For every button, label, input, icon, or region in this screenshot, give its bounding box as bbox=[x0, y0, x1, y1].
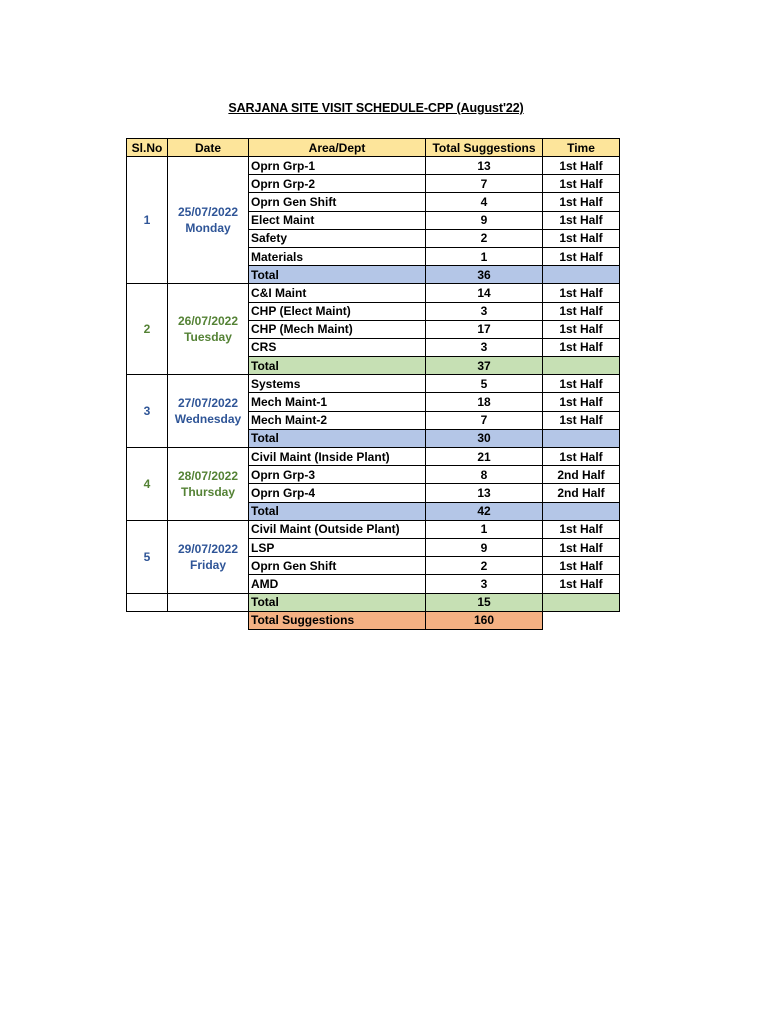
suggestion-count: 1 bbox=[426, 520, 543, 538]
time-cell: 1st Half bbox=[543, 538, 620, 556]
area-cell: Civil Maint (Inside Plant) bbox=[249, 448, 426, 466]
total-value: 15 bbox=[426, 593, 543, 611]
area-cell: Oprn Grp-1 bbox=[249, 157, 426, 175]
header-area: Area/Dept bbox=[249, 139, 426, 157]
area-cell: CHP (Elect Maint) bbox=[249, 302, 426, 320]
time-cell: 1st Half bbox=[543, 302, 620, 320]
group-1-slno: 1 bbox=[127, 157, 168, 284]
group-2-date-cell bbox=[168, 284, 249, 375]
total-label: Total bbox=[249, 357, 426, 375]
area-cell: Systems bbox=[249, 375, 426, 393]
total-time-empty bbox=[543, 502, 620, 520]
time-cell: 1st Half bbox=[543, 175, 620, 193]
total-value: 30 bbox=[426, 429, 543, 447]
total-time-empty bbox=[543, 429, 620, 447]
time-cell: 1st Half bbox=[543, 157, 620, 175]
group-3-date: 27/07/2022 bbox=[177, 396, 239, 411]
empty-cell bbox=[127, 593, 168, 611]
empty-cell bbox=[543, 611, 620, 629]
suggestion-count: 3 bbox=[426, 575, 543, 593]
time-cell: 1st Half bbox=[543, 193, 620, 211]
group-1-date: 25/07/2022 bbox=[177, 205, 239, 220]
time-cell: 1st Half bbox=[543, 320, 620, 338]
time-cell: 1st Half bbox=[543, 375, 620, 393]
page-title: SARJANA SITE VISIT SCHEDULE-CPP (August'22) bbox=[228, 101, 524, 115]
time-cell: 1st Half bbox=[543, 229, 620, 247]
grand-total-label: Total Suggestions bbox=[249, 611, 426, 629]
area-cell: Oprn Gen Shift bbox=[249, 557, 426, 575]
table-row bbox=[127, 375, 620, 393]
time-cell: 2nd Half bbox=[543, 484, 620, 502]
time-cell: 1st Half bbox=[543, 211, 620, 229]
area-cell: C&I Maint bbox=[249, 284, 426, 302]
group-5-slno: 5 bbox=[127, 520, 168, 593]
suggestion-count: 21 bbox=[426, 448, 543, 466]
header-suggestions: Total Suggestions bbox=[426, 139, 543, 157]
group-4-slno: 4 bbox=[127, 448, 168, 521]
area-cell: AMD bbox=[249, 575, 426, 593]
table-row bbox=[127, 157, 620, 175]
suggestion-count: 7 bbox=[426, 175, 543, 193]
time-cell: 1st Half bbox=[543, 338, 620, 356]
group-3-slno: 3 bbox=[127, 375, 168, 448]
table-row bbox=[127, 448, 620, 466]
area-cell: Mech Maint-2 bbox=[249, 411, 426, 429]
suggestion-count: 13 bbox=[426, 157, 543, 175]
group-4-date: 28/07/2022 bbox=[177, 468, 239, 483]
time-cell: 1st Half bbox=[543, 247, 620, 265]
suggestion-count: 1 bbox=[426, 247, 543, 265]
area-cell: Elect Maint bbox=[249, 211, 426, 229]
group-3-day: Wednesday bbox=[174, 412, 242, 427]
group-2-date: 26/07/2022 bbox=[177, 314, 239, 329]
suggestion-count: 14 bbox=[426, 284, 543, 302]
area-cell: Oprn Gen Shift bbox=[249, 193, 426, 211]
suggestion-count: 18 bbox=[426, 393, 543, 411]
group-1-date-cell bbox=[168, 157, 249, 284]
empty-cell bbox=[168, 593, 249, 611]
area-cell: Safety bbox=[249, 229, 426, 247]
time-cell: 1st Half bbox=[543, 575, 620, 593]
group-5-date: 29/07/2022 bbox=[177, 541, 239, 556]
total-label: Total bbox=[249, 266, 426, 284]
total-time-empty bbox=[543, 357, 620, 375]
group-5-day: Friday bbox=[189, 557, 226, 572]
time-cell: 1st Half bbox=[543, 448, 620, 466]
group-3-date-cell bbox=[168, 375, 249, 448]
header-time: Time bbox=[543, 139, 620, 157]
total-label: Total bbox=[249, 502, 426, 520]
total-row bbox=[127, 593, 620, 611]
group-2-slno: 2 bbox=[127, 284, 168, 375]
suggestion-count: 2 bbox=[426, 557, 543, 575]
area-cell: Materials bbox=[249, 247, 426, 265]
suggestion-count: 5 bbox=[426, 375, 543, 393]
area-cell: CHP (Mech Maint) bbox=[249, 320, 426, 338]
group-5-date-cell bbox=[168, 520, 249, 593]
suggestion-count: 7 bbox=[426, 411, 543, 429]
total-value: 42 bbox=[426, 502, 543, 520]
area-cell: Oprn Grp-2 bbox=[249, 175, 426, 193]
suggestion-count: 3 bbox=[426, 302, 543, 320]
suggestion-count: 13 bbox=[426, 484, 543, 502]
time-cell: 1st Half bbox=[543, 284, 620, 302]
total-label: Total bbox=[249, 429, 426, 447]
schedule-table bbox=[126, 138, 620, 630]
suggestion-count: 9 bbox=[426, 211, 543, 229]
time-cell: 1st Half bbox=[543, 411, 620, 429]
area-cell: CRS bbox=[249, 338, 426, 356]
total-time-empty bbox=[543, 593, 620, 611]
empty-cell bbox=[168, 611, 249, 629]
group-4-day: Thursday bbox=[180, 484, 235, 499]
suggestion-count: 4 bbox=[426, 193, 543, 211]
table-row bbox=[127, 284, 620, 302]
area-cell: Civil Maint (Outside Plant) bbox=[249, 520, 426, 538]
total-label: Total bbox=[249, 593, 426, 611]
area-cell: Mech Maint-1 bbox=[249, 393, 426, 411]
total-value: 37 bbox=[426, 357, 543, 375]
grand-total-row bbox=[127, 611, 620, 629]
group-2-day: Tuesday bbox=[184, 330, 232, 345]
time-cell: 1st Half bbox=[543, 557, 620, 575]
total-time-empty bbox=[543, 266, 620, 284]
time-cell: 1st Half bbox=[543, 393, 620, 411]
total-value: 36 bbox=[426, 266, 543, 284]
area-cell: LSP bbox=[249, 538, 426, 556]
header-row bbox=[127, 139, 620, 157]
suggestion-count: 17 bbox=[426, 320, 543, 338]
suggestion-count: 9 bbox=[426, 538, 543, 556]
area-cell: Oprn Grp-3 bbox=[249, 466, 426, 484]
group-1-day: Monday bbox=[185, 221, 231, 236]
time-cell: 1st Half bbox=[543, 520, 620, 538]
grand-total-value: 160 bbox=[426, 611, 543, 629]
group-4-date-cell bbox=[168, 448, 249, 521]
table-row bbox=[127, 520, 620, 538]
area-cell: Oprn Grp-4 bbox=[249, 484, 426, 502]
suggestion-count: 8 bbox=[426, 466, 543, 484]
suggestion-count: 3 bbox=[426, 338, 543, 356]
time-cell: 2nd Half bbox=[543, 466, 620, 484]
header-slno: Sl.No bbox=[127, 139, 168, 157]
suggestion-count: 2 bbox=[426, 229, 543, 247]
empty-cell bbox=[127, 611, 168, 629]
header-date: Date bbox=[168, 139, 249, 157]
